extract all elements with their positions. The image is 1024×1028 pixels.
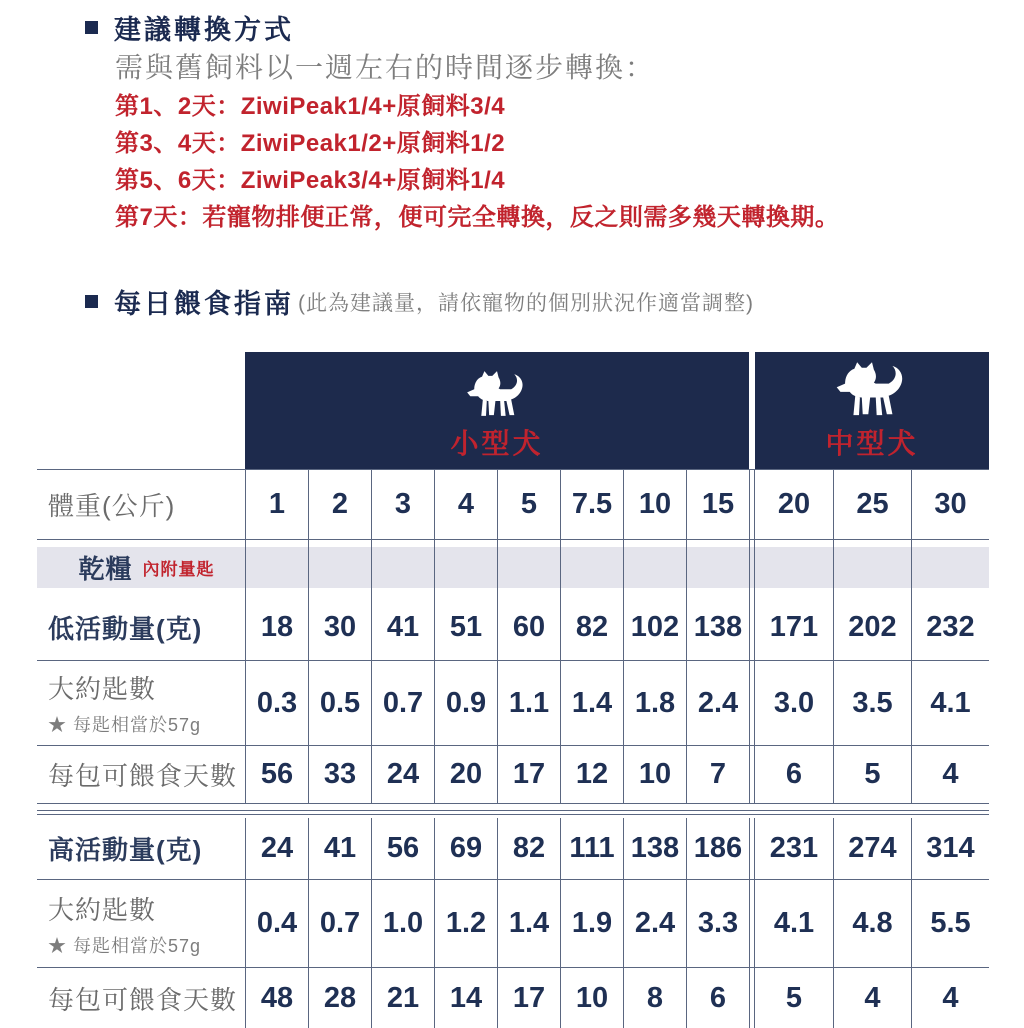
table-cell: 10 (623, 470, 686, 539)
table-cell: 0.3 (245, 661, 308, 745)
table-cell: 1.0 (371, 880, 434, 967)
table-cell: 82 (560, 595, 623, 660)
table-cell: 314 (911, 818, 989, 879)
feeding-table (37, 352, 989, 1028)
table-cell: 4 (911, 746, 989, 803)
table-cell: 21 (371, 968, 434, 1028)
table-cell: 4.1 (773, 907, 815, 939)
table-cell: 10 (560, 968, 623, 1028)
table-body (37, 470, 989, 1028)
group-small-dog (245, 352, 749, 469)
table-cell: 3.5 (833, 661, 911, 745)
table-row (37, 880, 989, 968)
table-cell: 102 (623, 595, 686, 660)
table-cell: 15 (686, 470, 749, 539)
table-cell: 7.5 (560, 470, 623, 539)
table-cell (755, 540, 833, 595)
table-cell: 231 (769, 832, 819, 864)
table-cell: 5 (785, 981, 803, 1014)
table-cell: 4 (434, 470, 497, 539)
table-cell (686, 540, 749, 595)
table-cell: 4.8 (833, 880, 911, 967)
table-cell: 1.4 (560, 661, 623, 745)
table-header (37, 352, 989, 470)
table-cell: 0.4 (245, 880, 308, 967)
table-cell (911, 540, 989, 595)
table-cell: 1.9 (560, 880, 623, 967)
table-cell: 6 (785, 758, 803, 790)
section2-header (85, 282, 754, 321)
table-cell (497, 540, 560, 595)
table-cell: 0.7 (371, 661, 434, 745)
row-label: 高活動量(克) (48, 835, 203, 865)
table-cell: 4 (911, 968, 989, 1028)
small-dog-icon (464, 371, 530, 420)
table-cell: 28 (308, 968, 371, 1028)
row-label: 乾糧 內附量匙 (78, 554, 215, 584)
table-cell: 3 (371, 470, 434, 539)
table-cell: 56 (371, 818, 434, 879)
table-row (37, 540, 989, 595)
transition-step-3: 第5、6天：ZiwiPeak3/4+原飼料1/4 (115, 167, 506, 194)
transition-step-4: 第7天：若寵物排便正常，便可完全轉換，反之則需多幾天轉換期。 (115, 204, 840, 231)
table-cell: 4 (833, 968, 911, 1028)
table-row (37, 595, 989, 661)
table-cell: 56 (245, 746, 308, 803)
table-cell: 2 (308, 470, 371, 539)
table-cell: 41 (308, 818, 371, 879)
section1-header (85, 8, 294, 47)
table-cell: 5.5 (911, 880, 989, 967)
table-cell: 111 (560, 818, 623, 879)
table-cell: 2.4 (623, 880, 686, 967)
table-cell: 1.2 (434, 880, 497, 967)
table-cell (833, 540, 911, 595)
table-cell (560, 540, 623, 595)
table-cell: 186 (686, 818, 749, 879)
row-label: 每包可餵食天數 (48, 984, 238, 1015)
table-cell: 138 (623, 818, 686, 879)
table-row (37, 968, 989, 1028)
table-row (37, 818, 989, 880)
table-cell (245, 540, 308, 595)
bullet-square-icon (85, 21, 98, 34)
table-cell: 171 (769, 611, 819, 643)
table-cell: 12 (560, 746, 623, 803)
transition-steps (115, 88, 839, 236)
table-cell: 24 (371, 746, 434, 803)
table-cell: 17 (497, 968, 560, 1028)
table-cell: 24 (245, 818, 308, 879)
table-cell: 20 (434, 746, 497, 803)
table-cell: 33 (308, 746, 371, 803)
table-cell: 30 (308, 595, 371, 660)
table-cell: 0.5 (308, 661, 371, 745)
table-header-corner (37, 352, 245, 469)
section2-note: (此為建議量，請依寵物的個別狀況作適當調整) (298, 291, 754, 315)
table-cell: 82 (497, 818, 560, 879)
table-cell: 1 (245, 470, 308, 539)
row-label: 大約匙數 ★ 每匙相當於57g (48, 674, 202, 735)
table-cell: 18 (245, 595, 308, 660)
section1-title: 建議轉換方式 (114, 15, 294, 45)
table-cell: 1.4 (497, 880, 560, 967)
medium-dog-icon (833, 362, 911, 420)
table-row (37, 661, 989, 746)
table-cell: 1.1 (497, 661, 560, 745)
table-cell: 14 (434, 968, 497, 1028)
table-cell: 41 (371, 595, 434, 660)
table-cell (434, 540, 497, 595)
row-note: ★ 每匙相當於57g (48, 715, 202, 735)
table-cell: 202 (833, 595, 911, 660)
table-cell: 232 (911, 595, 989, 660)
table-cell (308, 540, 371, 595)
table-cell: 6 (686, 968, 749, 1028)
table-cell: 0.7 (308, 880, 371, 967)
table-row (37, 470, 989, 540)
transition-intro: 需與舊飼料以一週左右的時間逐步轉換： (115, 52, 656, 83)
bullet-square-icon (85, 295, 98, 308)
table-cell (371, 540, 434, 595)
table-cell: 30 (911, 470, 989, 539)
table-cell: 10 (623, 746, 686, 803)
table-cell: 60 (497, 595, 560, 660)
table-cell: 138 (686, 595, 749, 660)
section2-title: 每日餵食指南 (114, 289, 294, 319)
group-small-dog-label: 小型犬 (450, 428, 544, 459)
table-cell: 5 (497, 470, 560, 539)
table-row (37, 746, 989, 804)
group-medium-dog (755, 352, 989, 469)
table-cell: 20 (777, 488, 811, 520)
row-label: 每包可餵食天數 (48, 761, 238, 791)
row-label: 體重(公斤) (48, 491, 176, 521)
table-cell (623, 540, 686, 595)
table-cell: 17 (497, 746, 560, 803)
table-cell: 8 (623, 968, 686, 1028)
row-label: 低活動量(克) (48, 614, 203, 644)
row-sublabel: 內附量匙 (142, 560, 215, 579)
table-cell: 2.4 (686, 661, 749, 745)
table-cell: 5 (833, 746, 911, 803)
table-cell: 274 (833, 818, 911, 879)
transition-step-1: 第1、2天：ZiwiPeak1/4+原飼料3/4 (115, 93, 506, 120)
row-label: 大約匙數 ★ 每匙相當於57g (48, 894, 202, 956)
transition-step-2: 第3、4天：ZiwiPeak1/2+原飼料1/2 (115, 130, 506, 157)
table-cell: 69 (434, 818, 497, 879)
table-separator (37, 804, 989, 818)
table-cell: 1.8 (623, 661, 686, 745)
table-cell: 48 (245, 968, 308, 1028)
table-cell: 4.1 (911, 661, 989, 745)
table-cell: 3.0 (773, 686, 815, 719)
row-note: ★ 每匙相當於57g (48, 935, 202, 956)
group-medium-dog-label: 中型犬 (825, 428, 919, 459)
table-cell: 25 (833, 470, 911, 539)
table-cell: 7 (686, 746, 749, 803)
table-cell: 51 (434, 595, 497, 660)
table-cell: 0.9 (434, 661, 497, 745)
table-cell: 3.3 (686, 880, 749, 967)
